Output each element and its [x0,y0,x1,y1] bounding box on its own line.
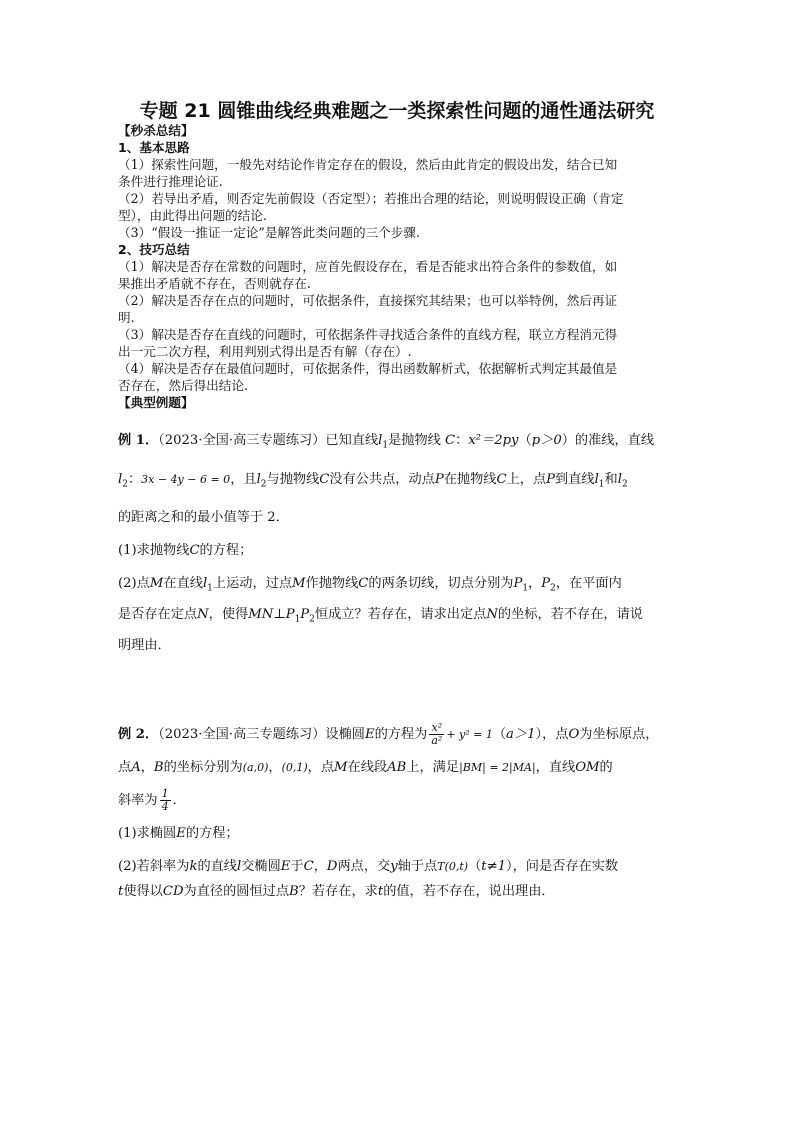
basic-idea-line: 条件进行推理论证. [118,174,223,189]
line-equation: 3x − 4y − 6 = 0 [141,472,231,486]
basic-idea-line: 型），由此得出问题的结论. [118,208,267,223]
example-2-label: 例 2． [118,727,159,742]
technique-line: （1）解决是否存在常数的问题时，应首先假设存在，看是否能求出符合条件的参数值，如 [118,259,618,274]
example-2-question-2: (2)若斜率为k的直线l交椭圆E于C，D两点，交y轴于点T(0,t)（t≠1），问是否存在实数 t使得以CD为直径的圆恒过点B？若存在，求t的值，若不存在，说出理由． [118,859,619,899]
example-2-stem-line: 例 2．（2023·全国·高三专题练习）设椭圆E的方程为 $\frac{\text{x²}}{\text{a²}}$ + y² = 1（a＞1），点O为坐标原点， [118,721,659,747]
examples-header: 【典型例题】 [118,395,194,410]
parabola-equation: x²＝2py [468,433,519,448]
example-2-question-1: (1)求椭圆E的方程； [118,826,239,841]
example-1-question-2: (2)点M在直线$l_1$上运动，过点M作抛物线C的两条切线，切点分别为$P_1$，$P_2$，在平面内 是否存在定点N，使得$MN\perp P_1P_2$恒成立？若存在，请求出定点N的坐标，若不存在，请说 明理由． [118,576,643,653]
example-1-stem-line: 例 1．（2023·全国·高三专题练习）已知直线$l_1$是抛物线 C：x²＝2py（p＞0）的准线，直线 [118,433,655,451]
example-2-stem-line: 斜率为 $\frac{1}{4}$ ． [118,787,186,813]
technique-line: 果推出矛盾就不存在，否则就存在. [118,276,311,291]
example-2-stem-line: 点A，B的坐标分别为(a,0)，(0,1)，点M在线段AB上，满足|BM| = 2|MA|，直线OM的 [118,760,613,775]
page-title: 专题 21 圆锥曲线经典难题之一类探索性问题的通性通法研究 [139,100,655,122]
example-1-label: 例 1． [118,433,159,448]
technique-line: 明. [118,310,135,325]
example-2 [118,722,680,912]
technique-line: （2）解决是否存在点的问题时，可依据条件，直接探究其结果；也可以举特例，然后再证 [118,293,618,308]
technique-line: 出一元二次方程，利用判别式得出是否有解（存在）. [118,344,412,359]
summary-section [118,122,678,411]
example-1-stem-line: 的距离之和的最小值等于 2． [118,510,289,526]
example-1-question-1: (1)求抛物线C的方程； [118,543,253,559]
technique-line: （3）解决是否存在直线的问题时，可依据条件寻找适合条件的直线方程，联立方程消元得 [118,327,618,342]
example-1-stem-line: $l_2$：3x − 4y − 6 = 0，且$l_2$与抛物线C没有公共点，动点P在抛物线C上，点P到直线$l_1$和$l_2$ [118,471,628,490]
ellipse-fraction: $\frac{\text{x²}}{\text{a²}}$ [431,721,443,747]
slope-fraction: $\frac{1}{4}$ [161,787,169,813]
basic-idea-title: 1、基本思路 [118,140,190,155]
basic-idea-line: （1）探索性问题，一般先对结论作肯定存在的假设，然后由此肯定的假设出发，结合已知 [118,157,618,172]
technique-title: 2、技巧总结 [118,242,190,257]
technique-line: （4）解决是否存在最值问题时，可依据条件，得出函数解析式，依据解析式判定其最值是 [118,361,618,376]
basic-idea-line: （3）“假设一推证一定论”是解答此类问题的三个步骤. [118,225,420,240]
technique-line: 否存在，然后得出结论. [118,378,248,393]
example-1 [118,428,680,666]
summary-header: 【秒杀总结】 [118,123,194,138]
basic-idea-line: （2）若导出矛盾，则否定先前假设（否定型）；若推出合理的结论，则说明假设正确（肯定 [118,191,624,206]
